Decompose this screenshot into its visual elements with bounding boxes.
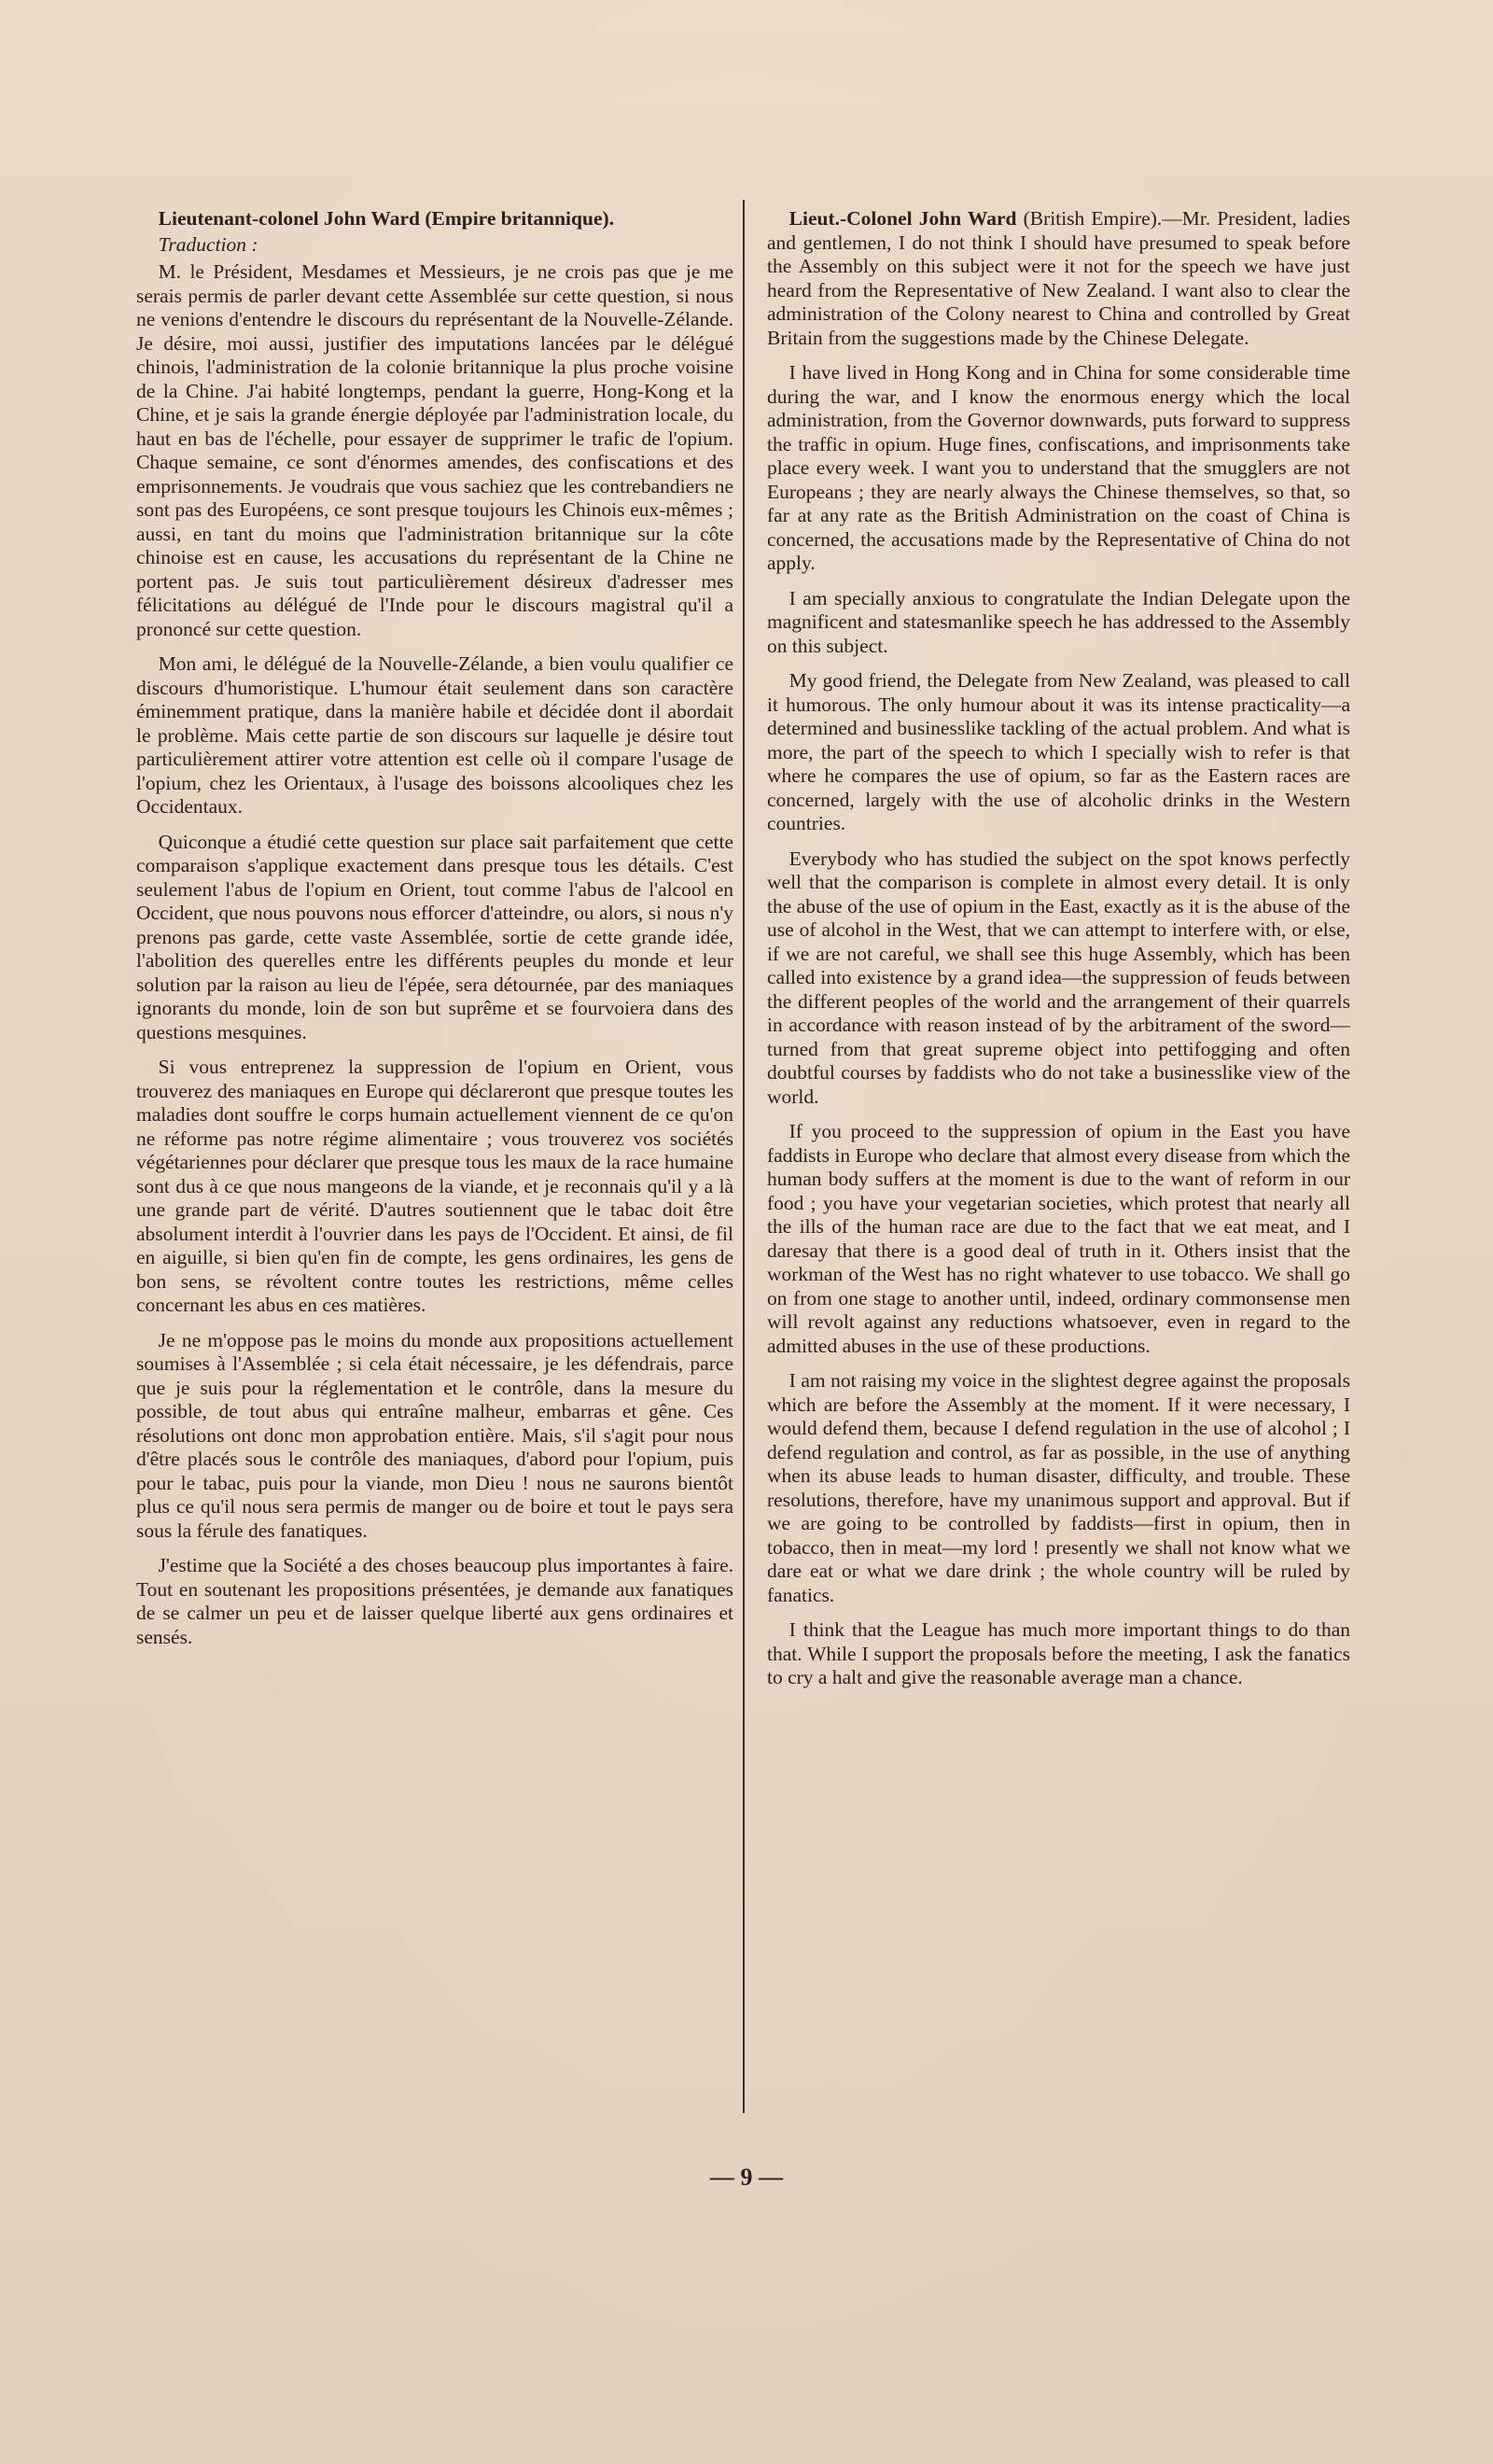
column-divider [743,200,745,2113]
french-paragraph: J'estime que la Société a des choses beaucoup plus importantes à faire. Tout en soutenant les propositions présentées, je demande aux fanatiques de se calmer un peu et de laisser quelque liberté aux gens ordinaires et sensés. [136,1554,733,1648]
english-paragraph: I have lived in Hong Kong and in China for some considerable time during the war, and I know the enormous energy which the local administration, from the Governor downwards, puts forward to suppress the traffic in opium. Huge fines, confiscations, and imprisonments take place every week. I want you to understand that the smugglers are not Europeans ; they are nearly always the Chinese themselves, so that, so far at any rate as the British Administration on the coast of China is concerned, the accusations made by the Representative of China do not apply. [767,361,1350,574]
page-number: — 9 — [710,2163,783,2191]
french-paragraph: Si vous entreprenez la suppression de l'opium en Orient, vous trouverez des maniaques en Europe qui déclareront que presque toutes les maladies dont souffre le corps humain actuellement viennent de ce qu'on ne réforme pas notre régime alimentaire ; vous trouverez vos sociétés végétariennes pour déclarer que presque tous les maux de la race humaine sont dus à ce que nous mangeons de la viande, et je reconnais qu'il y a là une grande part de vérité. D'autres soutiennent que le tabac doit être absolument interdit à l'ouvrier dans les pays de l'Occident. Et ainsi, de fil en aiguille, si bien qu'en fin de compte, les gens ordinaires, les gens de bon sens, se révoltent contre toutes les restrictions, même celles concernant les abus en ces matières. [136,1056,733,1316]
french-speaker-heading: Lieutenant-colonel John Ward (Empire britannique). [158,207,615,230]
english-paragraph: If you proceed to the suppression of opium in the East you have faddists in Europe who declare that almost every disease from which the human body suffers at the moment is due to the want of reform in our food ; you have your vegetarian societies, which protest that nearly all the ills of the human race are due to the fact that we eat meat, and I daresay that there is a good deal of truth in it. Others insist that the workman of the West has no right whatever to use tobacco. We shall go on from one stage to another until, indeed, ordinary commonsense men will revolt against any reductions whatsoever, even in regard to the admitted abuses in the use of these productions. [767,1120,1350,1357]
english-paragraph: My good friend, the Delegate from New Zealand, was pleased to call it humorous. The only humour about it was its intense practicality—a determined and businesslike tackling of the actual problem. And what is more, the part of the speech to which I specially wish to refer is that where he compares the use of opium, so far as the Eastern races are concerned, largely with the use of alcoholic drinks in the Western countries. [767,669,1350,834]
english-paragraph: I am not raising my voice in the slightest degree against the proposals which are before the Assembly at the moment. If it were necessary, I would defend them, because I defend regulation in the use of alcohol ; I defend regulation and control, as far as possible, in the use of anything when its abuse leads to human disaster, difficulty, and trouble. These resolutions, therefore, have my unanimous support and approval. But if we are going to be controlled by faddists—first in opium, then in tobacco, then in meat—my lord ! presently we shall not know what we dare eat or what we dare drink ; the whole country will be ruled by fanatics. [767,1369,1350,1606]
english-opening-paragraph [767,207,1350,350]
english-paragraph: I am specially anxious to congratulate the Indian Delegate upon the magnificent and statesmanlike speech he has addressed to the Assembly on this subject. [767,586,1350,657]
french-column [136,207,733,1660]
english-paragraph: Everybody who has studied the subject on the spot knows perfectly well that the comparison is complete in almost every detail. It is only the abuse of the use of opium in the East, exactly as it is the abuse of the use of alcohol in the West, that we can attempt to interfere with, or else, if we are not careful, we shall see this huge Assembly, which has been called into existence by a grand idea—the suppression of feuds between the different peoples of the world and the arrangement of their quarrels in accordance with reason instead of by the arbitrament of the sword—turned from that great supreme object into pettifogging and often doubtful courses by faddists who do not take a businesslike view of the world. [767,847,1350,1108]
translation-label: Traduction : [158,232,258,256]
french-paragraph: Quiconque a étudié cette question sur place sait parfaitement que cette comparaison s'applique exactement dans presque tous les détails. C'est seulement l'abus de l'opium en Orient, tout comme l'abus de l'alcool en Occident, que nous pouvons nous efforcer d'atteindre, ou alors, si nous n'y prenons pas garde, cette vaste Assemblée, sortie de cette grande idée, l'abolition des querelles entre les différents peuples du monde et leur solution par la raison au lieu de l'épée, sera détournée, par des maniaques ignorants du monde, loin de son but suprême et se fourvoiera dans des questions mesquines. [136,830,733,1043]
french-paragraph: M. le Président, Mesdames et Messieurs, je ne crois pas que je me serais permis de parler devant cette Assemblée sur cette question, si nous ne venions d'entendre le discours du représentant de la Nouvelle-Zélande. Je désire, moi aussi, justifier des imputations lancées par le délégué chinois, l'administration de la colonie britannique la plus proche voisine de la Chine. J'ai habité longtemps, pendant la guerre, Hong-Kong et la Chine, et je sais la grande énergie déployée par l'administration locale, du haut en bas de l'échelle, pour essayer de supprimer le trafic de l'opium. Chaque semaine, ce sont d'énormes amendes, des confiscations et des emprisonnements. Je voudrais que vous sachiez que les contrebandiers ne sont pas des Européens, ce sont presque toujours les Chinois eux-mêmes ; aussi, en tant du moins que l'administration britannique sur la côte chinoise est en cause, les accusations du représentant de la Chine ne portent pas. Je suis tout particulièrement désireux d'adresser mes félicitations au délégué de l'Inde pour le discours magistral qu'il a prononcé sur cette question. [136,260,733,640]
english-speaker-heading: Lieut.-Colonel John Ward [788,207,1017,230]
french-paragraph: Je ne m'oppose pas le moins du monde aux propositions actuellement soumises à l'Assemblée ; si cela était nécessaire, je les défendrais, parce que je suis pour la réglementation et le contrôle, dans la mesure du possible, de tout abus qui entraîne malheur, embarras et gêne. Ces résolutions ont donc mon approbation entière. Mais, s'il s'agit pour nous d'être placés sous le contrôle des maniaques, d'abord pour l'opium, puis pour le tabac, puis pour la viande, mon Dieu ! nous ne saurons bientôt plus ce qu'il nous sera permis de manger ou de boire et tout le pays sera sous la férule des fanatiques. [136,1328,733,1542]
english-column [767,207,1350,1701]
english-paragraph: I think that the League has much more important things to do than that. While I support the proposals before the meeting, I ask the fanatics to cry a halt and give the reasonable average man a chance. [767,1618,1350,1688]
english-opening-text: (British Empire).—Mr. President, ladies and gentlemen, I do not think I should have presumed to speak before the Assembly on this subject were it not for the speech we have just heard from the Representative of New Zealand. I want also to clear the administration of the Colony nearest to China and controlled by Great Britain from the suggestions made by the Chinese Delegate. [767,207,1350,349]
french-paragraph: Mon ami, le délégué de la Nouvelle-Zélande, a bien voulu qualifier ce discours d'humoristique. L'humour était seulement dans son caractère éminemment pratique, dans la manière habile et décidée dont il abordait le problème. Mais cette partie de son discours sur laquelle je désire tout particulièrement attirer votre attention est celle où il compare l'usage de l'opium, chez les Orientaux, à l'usage des boissons alcooliques chez les Occidentaux. [136,652,733,818]
